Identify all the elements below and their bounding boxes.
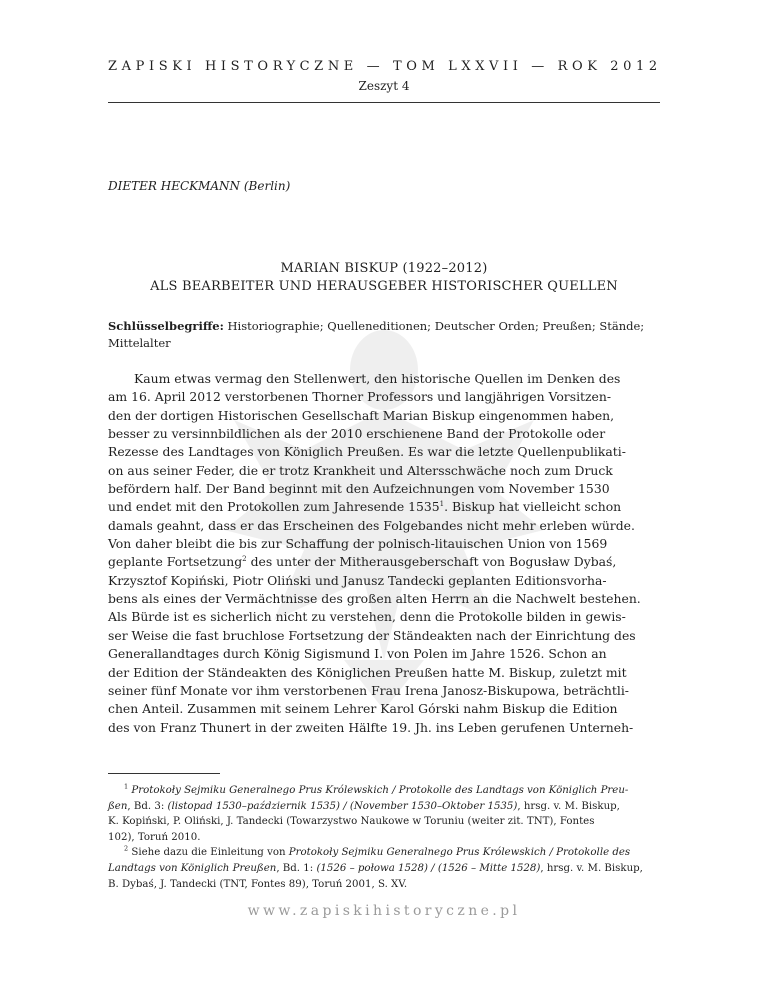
issue-number: Zeszyt 4 — [358, 79, 410, 93]
footnote-1-subtitle: (listopad 1530–październik 1535) / (November 1530–Oktober 1535) — [167, 800, 518, 812]
journal-running-header: ZAPISKI HISTORYCZNE — TOM LXXVII — ROK 2012 — [108, 59, 662, 74]
footnote-2-text: , Bd. 1: — [276, 862, 317, 874]
title-line-1: MARIAN BISKUP (1922–2012) — [280, 261, 488, 276]
footnotes — [108, 783, 660, 892]
body-line: bens als eines der Vermächtnisse des großen alten Herrn an die Nachwelt bestehen. — [108, 591, 641, 607]
body-line: des von Franz Thunert in der zweiten Hälfte 19. Jh. ins Leben gerufenen Unterneh- — [108, 719, 634, 735]
footnote-1-title-cont: ßen — [108, 800, 128, 812]
footnote-1-text: , Bd. 3: — [127, 800, 168, 812]
body-line: seiner fünf Monate vor ihm verstorbenen Frau Irena Janosz-Biskupowa, beträchtli- — [108, 682, 629, 698]
footnote-2-line — [108, 845, 660, 861]
footnote-1-line: K. Kopiński, P. Oliński, J. Tandecki (Towarzystwo Naukowe w Toruniu (weiter zit. TNT), Fontes — [108, 816, 595, 828]
body-line: Generallandtages durch König Sigismund I. von Polen im Jahre 1526. Schon an — [108, 646, 607, 662]
body-line — [108, 553, 660, 571]
journal-website-link[interactable]: www.zapiskihistoryczne.pl — [247, 903, 521, 919]
body-line: ser Weise die fast bruchlose Fortsetzung der Ständeakten nach der Einrichtung des — [108, 627, 636, 643]
body-line: befördern half. Der Band beginnt mit den Aufzeichnungen vom November 1530 — [108, 481, 610, 497]
article-title — [108, 260, 660, 296]
body-line: der Edition der Ständeakten des Königlichen Preußen hatte M. Biskup, zuletzt mit — [108, 664, 627, 680]
body-line: damals geahnt, dass er das Erscheinen des Folgebandes nicht mehr erleben würde. — [108, 517, 635, 533]
footnote-2-subtitle: (1526 – połowa 1528) / (1526 – Mitte 1528) — [316, 862, 541, 874]
body-text-fragment: geplante Fortsetzung — [108, 554, 243, 570]
body-line: Als Bürde ist es sicherlich nicht zu verstehen, denn die Protokolle bilden in gewis- — [108, 609, 626, 625]
body-line: den der dortigen Historischen Gesellschaft Marian Biskup eingenommen haben, — [108, 407, 615, 423]
article-body — [108, 370, 660, 737]
footnote-2-number: 2 — [124, 844, 129, 853]
body-text-fragment: . Biskup hat vielleicht schon — [444, 499, 622, 515]
footnote-1-number: 1 — [124, 782, 129, 791]
footnote-2-title-cont: Landtags von Königlich Preußen — [108, 862, 277, 874]
footnote-1-text: , hrsg. v. M. Biskup, — [517, 800, 620, 812]
footnote-ref-2[interactable]: 2 — [242, 555, 247, 564]
keywords-list-cont: Mittelalter — [108, 336, 171, 350]
body-line: chen Anteil. Zusammen mit seinem Lehrer Karol Górski nahm Biskup die Edition — [108, 701, 618, 717]
footnote-2-text: Siehe dazu die Einleitung von — [131, 847, 289, 859]
footnote-1-title: Protokoły Sejmiku Generalnego Prus Królewskich / Protokolle des Landtags von Königlich Preu- — [131, 785, 629, 796]
footnote-divider — [108, 773, 220, 774]
footnote-1-line — [108, 783, 660, 799]
body-line: besser zu versinnbildlichen als der 2010 erschienene Band der Protokolle oder — [108, 426, 606, 442]
header-divider — [108, 102, 660, 103]
title-line-2: ALS BEARBEITER UND HERAUSGEBER HISTORISCHER QUELLEN — [150, 279, 618, 294]
footnote-1-line: 102), Toruń 2010. — [108, 831, 201, 843]
body-text-fragment: und endet mit den Protokollen zum Jahresende 1535 — [108, 499, 440, 515]
footnote-2-title: Protokoły Sejmiku Generalnego Prus Królewskich / Protokolle des — [288, 847, 631, 859]
keywords-list: Historiographie; Quelleneditionen; Deutscher Orden; Preußen; Stände; — [223, 319, 645, 333]
footnote-2-line — [108, 861, 660, 877]
keywords-label: Schlüsselbegriffe: — [108, 319, 224, 333]
article-author: DIETER HECKMANN (Berlin) — [108, 179, 291, 193]
keywords — [108, 318, 660, 352]
footnote-2-line: B. Dybaś, J. Tandecki (TNT, Fontes 89), Toruń 2001, S. XV. — [108, 878, 408, 890]
footnote-2-text: , hrsg. v. M. Biskup, — [540, 862, 643, 874]
footnote-ref-1[interactable]: 1 — [439, 500, 445, 509]
body-line: Von daher bleibt die bis zur Schaffung der polnisch-litauischen Union von 1569 — [108, 536, 608, 552]
body-line: on aus seiner Feder, die er trotz Krankheit und Altersschwäche noch zum Druck — [108, 462, 613, 478]
body-text-fragment: des unter der Mitherausgeberschaft von Bogusław Dybaś, — [246, 554, 617, 570]
body-line: Rezesse des Landtages von Königlich Preußen. Es war die letzte Quellenpublikati- — [108, 444, 626, 460]
footnote-1-line — [108, 799, 660, 815]
body-line: am 16. April 2012 verstorbenen Thorner Professors und langjährigen Vorsitzen- — [108, 389, 612, 405]
body-line: Krzysztof Kopiński, Piotr Oliński und Janusz Tandecki geplanten Editionsvorha- — [108, 572, 607, 588]
body-line — [108, 498, 660, 516]
body-line: Kaum etwas vermag den Stellenwert, den historische Quellen im Denken des — [134, 371, 621, 386]
